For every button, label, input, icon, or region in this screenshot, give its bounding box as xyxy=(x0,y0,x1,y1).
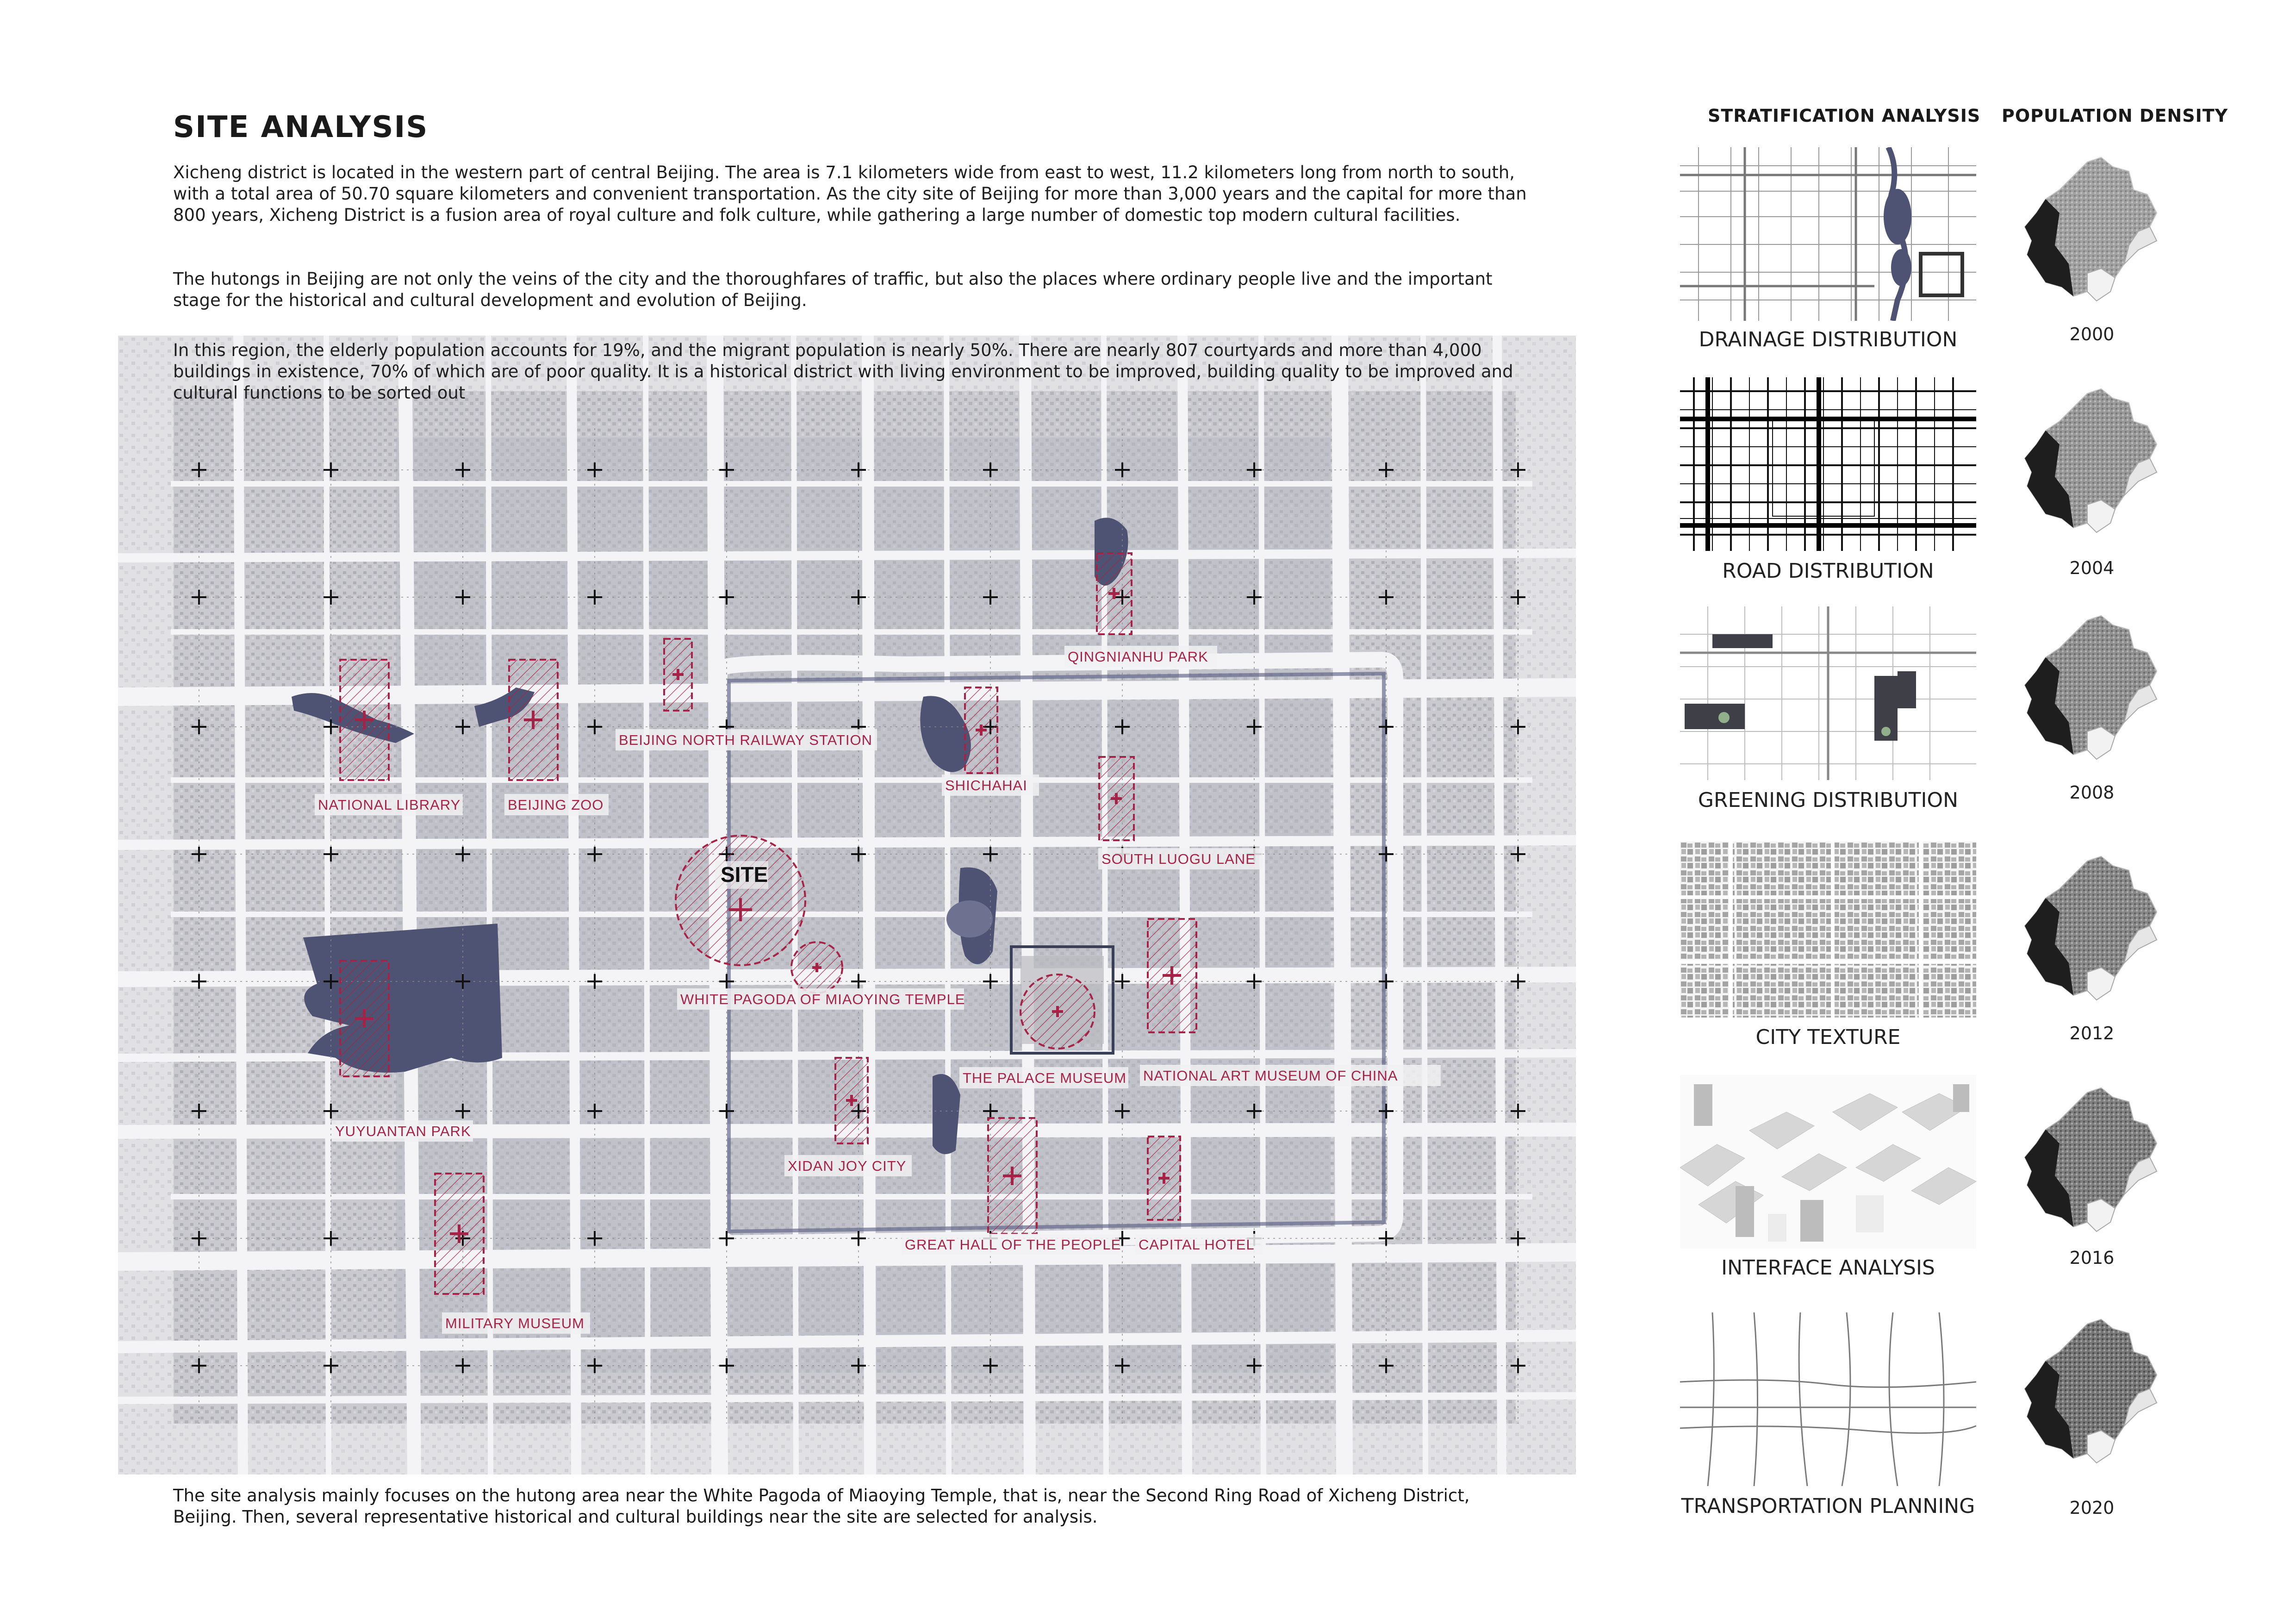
transportation-planning-map xyxy=(1680,1312,1976,1486)
hutong-paragraph: The hutongs in Beijing are not only the veins of the city and the thoroughfares of traffic, but also the places where ordinary people live and the important stage for the historical and cultural development and evolution of Beijing. xyxy=(173,269,1493,310)
intro-paragraph: Xicheng district is located in the western part of central Beijing. The area is 7.1 kilometers wide from east to west, 11.2 kilometers long from north to south, with a total area of 50.70 square kilometers and convenient transportation. As the city site of Beijing for more than 3,000 years and the capital for more than 800 years, Xicheng District is a fusion area of royal culture and folk culture, while gathering a large number of domestic top modern cultural facilities. xyxy=(173,162,1527,225)
site-label: SITE xyxy=(721,862,768,887)
population-year-label: 2000 xyxy=(2069,324,2115,344)
strat-caption-transportation: TRANSPORTATION PLANNING xyxy=(1681,1494,1975,1518)
label-national-library: NATIONAL LIBRARY xyxy=(318,797,461,813)
city-texture-map xyxy=(1680,842,1976,1018)
label-palace-museum: THE PALACE MUSEUM xyxy=(963,1070,1127,1086)
population-year-label: 2008 xyxy=(2069,782,2115,803)
page-title: SITE ANALYSIS xyxy=(173,110,429,144)
label-beijing-zoo: BEIJING ZOO xyxy=(508,797,604,813)
population-year-label: 2012 xyxy=(2069,1023,2115,1043)
strat-caption-drainage: DRAINAGE DISTRIBUTION xyxy=(1699,328,1958,351)
label-south-luogu-lane: SOUTH LUOGU LANE xyxy=(1101,851,1256,867)
label-shichahai: SHICHAHAI xyxy=(945,777,1027,793)
strat-caption-greening: GREENING DISTRIBUTION xyxy=(1698,788,1959,812)
population-density-map xyxy=(2018,1315,2166,1481)
label-great-hall: GREAT HALL OF THE PEOPLE xyxy=(905,1237,1121,1253)
label-national-art-museum: NATIONAL ART MUSEUM OF CHINA xyxy=(1143,1068,1398,1084)
population-density-map xyxy=(2018,852,2166,1018)
population-density-map xyxy=(2018,611,2166,778)
footer-paragraph: The site analysis mainly focuses on the hutong area near the White Pagoda of Miaoying Temple, that is, near the Second Ring Road of Xicheng District, Beijing. Then, several representative historical and cultural buildings near the site are selected for analysis. xyxy=(173,1486,1470,1527)
label-xidan-joy-city: XIDAN JOY CITY xyxy=(788,1158,907,1174)
label-military-museum: MILITARY MUSEUM xyxy=(445,1315,585,1331)
strat-caption-road: ROAD DISTRIBUTION xyxy=(1722,559,1934,583)
population-heading: POPULATION DENSITY xyxy=(2002,106,2228,126)
strat-caption-interface: INTERFACE ANALYSIS xyxy=(1721,1256,1935,1280)
label-yuyuantan-park: YUYUANTAN PARK xyxy=(335,1123,471,1139)
interface-analysis-model xyxy=(1680,1075,1976,1249)
population-density-map xyxy=(2018,384,2166,551)
strat-caption-city-texture: CITY TEXTURE xyxy=(1755,1025,1901,1049)
road-distribution-map xyxy=(1680,377,1976,551)
greening-distribution-map xyxy=(1680,606,1976,780)
drainage-distribution-map xyxy=(1680,147,1976,321)
site-map xyxy=(118,336,1576,1474)
label-white-pagoda: WHITE PAGODA OF MIAOYING TEMPLE xyxy=(680,991,965,1007)
population-year-label: 2020 xyxy=(2069,1498,2115,1518)
label-capital-hotel: CAPITAL HOTEL xyxy=(1139,1237,1255,1253)
label-north-railway-station: BEIJING NORTH RAILWAY STATION xyxy=(619,732,873,748)
site-map-drawing xyxy=(118,336,1576,1474)
population-density-map xyxy=(2018,1083,2166,1250)
label-qingnianhu-park: QINGNIANHU PARK xyxy=(1068,649,1208,665)
population-year-label: 2016 xyxy=(2069,1248,2115,1268)
stratification-heading: STRATIFICATION ANALYSIS xyxy=(1708,106,1981,126)
population-year-label: 2004 xyxy=(2069,558,2115,578)
population-paragraph: In this region, the elderly population accounts for 19%, and the migrant population is nearly 50%. There are nearly 807 courtyards and more than 4,000 buildings in existence, 70% of which are of poor quality. It is a historical district with living environment to be improved, building quality to be improved and cultural functions to be sorted out xyxy=(173,340,1513,403)
population-density-map xyxy=(2018,153,2166,319)
